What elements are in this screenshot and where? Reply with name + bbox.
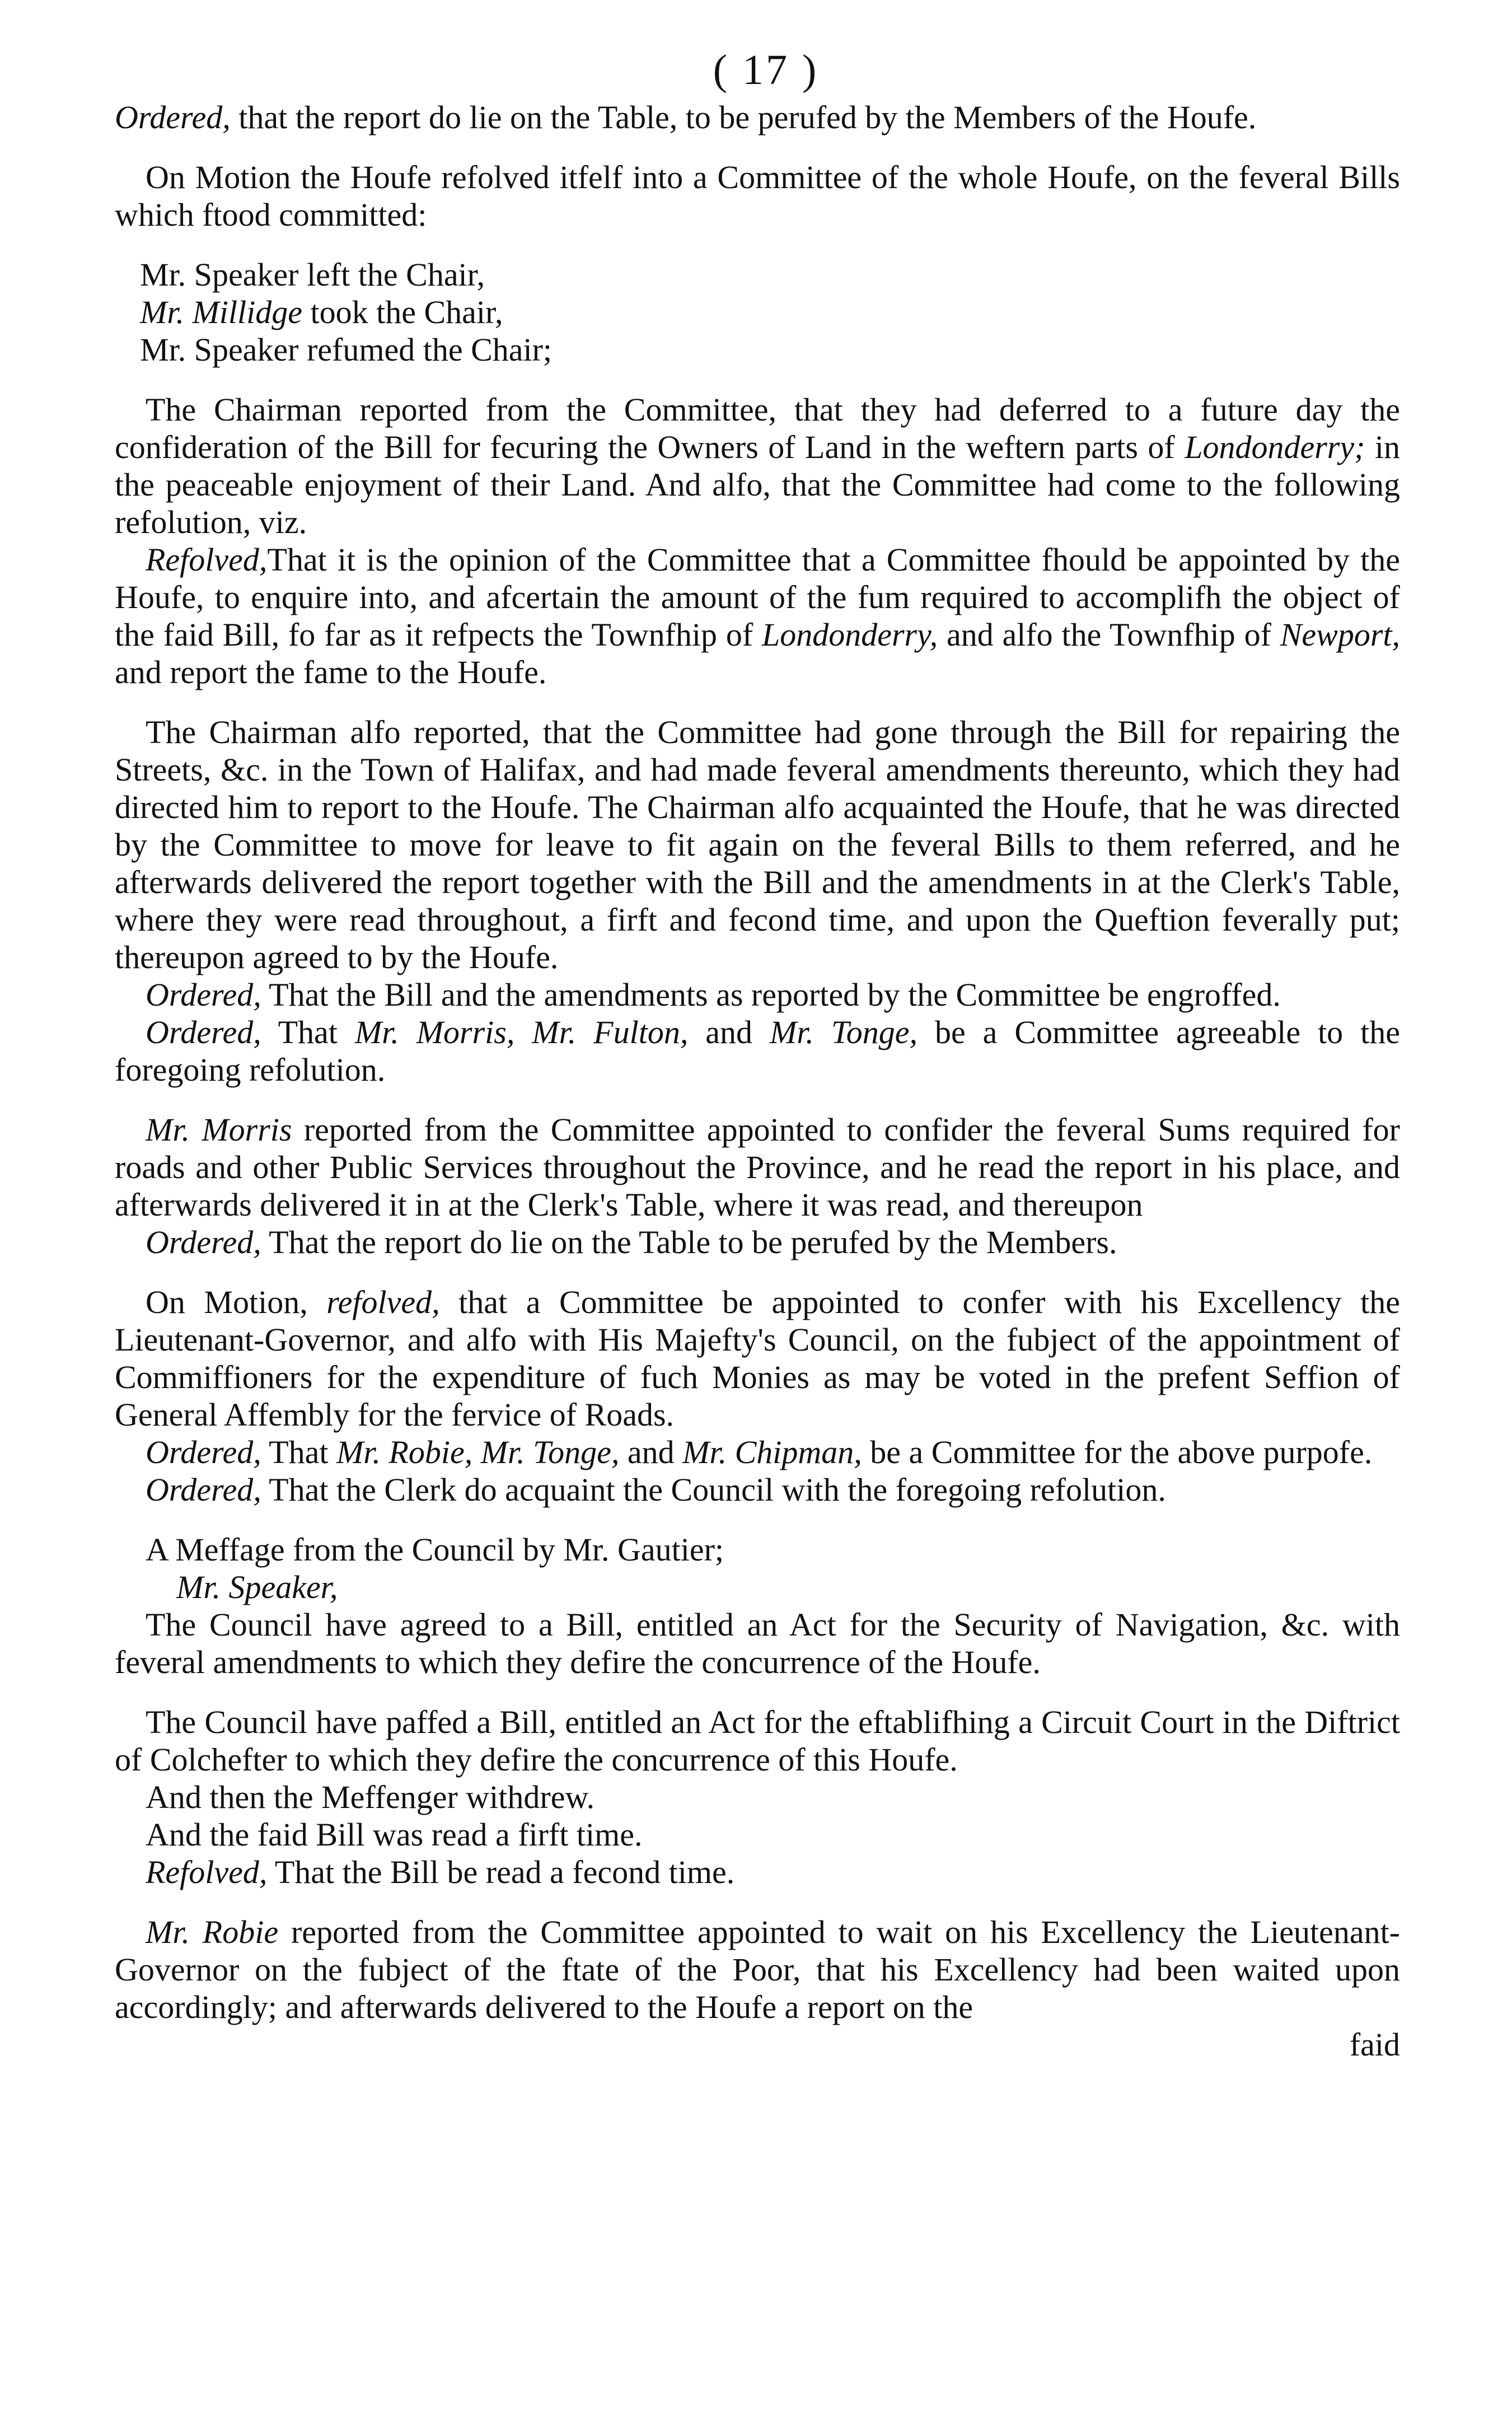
member-name: Mr. Tonge, [769,1014,918,1050]
paragraph-chairman-report [115,391,1400,541]
paragraph-resolved-londonderry [115,541,1400,691]
paragraph-text: That the report do lie on the Table to be perufed by the Members. [261,1224,1117,1260]
paragraph-text: reported from the Committee appointed to confider the feveral Sums required for roads and other Public Services throughout the Province, and he read the report in his place, and afterwards delivered it in at the Clerk's Table, where it was read, and thereupon [115,1111,1401,1223]
paragraph-text: And then the Meffenger withdrew. [146,1779,595,1815]
paragraph-committee-whole [115,158,1400,233]
paragraph-text: The Chairman reported from the Committee, that they had deferred to a future day the confideration of the Bill for fecuring the Owners of Land in the weftern parts of [115,391,1400,465]
paragraph-text: that a Committee be appointed to confer with his Excellency the Lieutenant-Governor, and alfo with His Majefty's Council, on the fubject of the appointment of Commiffioners for the expenditure of fuch Monies as may be voted in the prefent Seffion of General Affembly for the fervice of Roads. [115,1284,1400,1433]
catchword: faid [1349,2026,1400,2063]
line-text: took the Chair, [302,294,503,330]
paragraph-ordered-committee [115,1013,1400,1088]
paragraph-text: That the Bill be read a fecond time. [267,1854,735,1890]
resolved-label: refolved, [326,1284,440,1320]
paragraph-text: and alfo the Townfhip of [938,616,1280,653]
paragraph-text: be a Committee agreeable to the foregoing refolution. [115,1014,1400,1088]
paragraph-halifax-streets [115,713,1400,976]
paragraph-navigation-bill [115,1606,1400,1681]
paragraph-ordered-report [115,99,1400,136]
paragraph-text: reported from the Committee appointed to wait on his Excellency the Lieutenant-Governor on the fubject of the ftate of the Poor, that his Excellency had been waited upon accordingly; and afterwards delivered to the Houfe a report on the [115,1914,1400,2025]
chair-line-2 [140,293,1400,331]
paragraph-text: That the Clerk do acquaint the Council with the foregoing refolution. [261,1471,1166,1508]
paragraph-text: The Chairman alfo reported, that the Committee had gone through the Bill for repairing the Streets, &c. in the Town of Halifax, and had made feveral amendments thereunto, which they had directed him to report to the Houfe. The Chairman alfo acquainted the Houfe, that he was directed by the Committee to move for leave to fit again on the feveral Bills to them referred, and he afterwards delivered the report together with the Bill and the amendments in at the Clerk's Table, where they were read throughout, a firft and fecond time, and upon the Queftion feverally put; thereupon agreed to by the Houfe. [115,714,1400,975]
resolved-label: Refolved, [146,1854,268,1890]
paragraph-text: that the report do lie on the Table, to be perufed by the Members of the Houfe. [230,99,1257,136]
paragraph-text: and [688,1014,770,1050]
paragraph-text: That it is the opinion of the Committee that a Committee fhould be appointed by the Houfe, to enquire into, and afcertain the amount of the fum required to accomplifh the object of the faid Bill, fo far as it refpects the Townfhip of [115,541,1400,653]
paragraph-address [115,1568,1400,1606]
paragraph-ordered-roads-committee [115,1433,1400,1471]
member-names: Mr. Robie, Mr. Tonge, [336,1434,620,1470]
paragraph-ordered-lie-table [115,1223,1400,1261]
paragraph-roads-motion [115,1283,1400,1433]
member-name: Mr. Robie [146,1914,279,1950]
member-name: Mr. Morris [146,1111,292,1148]
ordered-label: Ordered, [146,1224,261,1260]
ordered-label: Ordered, [146,977,261,1013]
ordered-label: Ordered, [146,1434,261,1470]
address-label: Mr. Speaker, [176,1569,338,1605]
paragraph-circuit-court [115,1703,1400,1778]
paragraph-messenger-withdrew [115,1778,1400,1816]
paragraph-text: and [619,1434,683,1470]
page-number: ( 17 ) [713,46,819,94]
paragraph-resolved-second-reading [115,1853,1400,1891]
paragraph-text: The Council have paffed a Bill, entitled an Act for the eftablifhing a Circuit Court in the Diftrict of Colchefter to which they defire the concurrence of this Houfe. [115,1704,1400,1778]
member-name: Mr. Millidge [140,294,302,330]
paragraph-ordered-clerk [115,1471,1400,1508]
ordered-label: Ordered, [115,99,231,136]
paragraph-message [115,1531,1400,1568]
place-name: Londonderry; [1185,429,1365,465]
member-name: Mr. Chipman, [682,1434,862,1470]
paragraph-text: That [261,1014,355,1050]
paragraph-robie-report [115,1913,1400,2026]
paragraph-text: On Motion, [146,1284,327,1320]
resolved-label: Refolved, [146,541,268,578]
place-name: Londonderry, [761,616,938,653]
paragraph-morris-report [115,1111,1400,1223]
paragraph-text: That the Bill and the amendments as reported by the Committee be engroffed. [261,977,1281,1013]
paragraph-text: A Meffage from the Council by Mr. Gautier; [146,1531,724,1568]
paragraph-text: in the peaceable enjoyment of their Land. And alfo, that the Committee had come to the following refolution, viz. [115,429,1400,540]
chair-line-1: Mr. Speaker left the Chair, [140,256,485,293]
place-name: Newport, [1280,616,1401,653]
ordered-label: Ordered, [146,1471,261,1508]
chair-lines [115,256,1400,368]
paragraph-first-reading [115,1816,1400,1853]
paragraph-text: And the faid Bill was read a firft time. [146,1816,643,1853]
paragraph-text: be a Committee for the above purpofe. [862,1434,1373,1470]
paragraph-ordered-engrossed [115,976,1400,1013]
paragraph-text: That [261,1434,336,1470]
paragraph-text: The Council have agreed to a Bill, entitled an Act for the Security of Navigation, &c. with feveral amendments to which they defire the concurrence of the Houfe. [115,1606,1400,1680]
paragraph-text: and report the fame to the Houfe. [115,654,547,690]
member-names: Mr. Morris, Mr. Fulton, [354,1014,689,1050]
ordered-label: Ordered, [146,1014,261,1050]
chair-line-3: Mr. Speaker refumed the Chair; [140,331,553,368]
paragraph-text: On Motion the Houfe refolved itfelf into a Committee of the whole Houfe, on the feveral Bills which ftood committed: [115,159,1400,233]
